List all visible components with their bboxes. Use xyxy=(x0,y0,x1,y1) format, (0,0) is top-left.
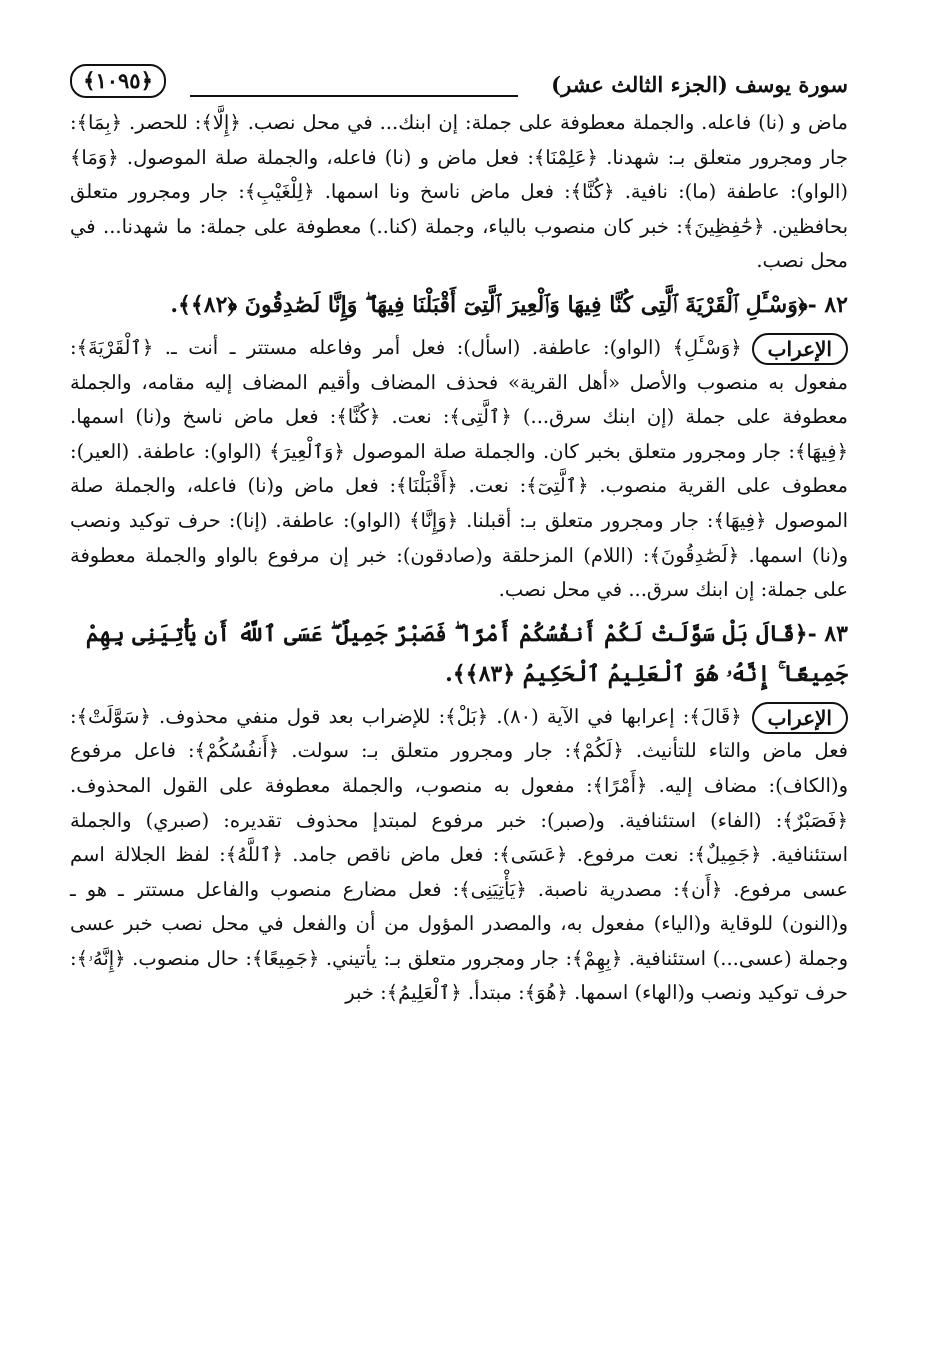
irab-badge: الإعراب xyxy=(752,702,848,734)
running-head: سورة يوسف (الجزء الثالث عشر) xyxy=(551,72,848,97)
header-rule xyxy=(190,95,518,97)
irab-section-82 xyxy=(70,331,848,608)
paragraph-2: ﴿وَسْـَٔلِ﴾ (الواو): عاطفة. (اسأل): فعل أمر وفاعله مستتر ـ أنت ـ. ﴿ٱلْقَرْيَةَ﴾: مفعول به منصوب والأصل «أهل القرية» فحذف المضاف وأقيم المضاف إليه مقامه، والجملة معطوفة على جملة (إن ابنك سرق...) ﴿ٱلَّتِى﴾: نعت. ﴿كُنَّا﴾: فعل ماض ناسخ و(نا) اسمها. ﴿فِيهَا﴾: جار ومجرور متعلق بخبر كان. والجملة صلة الموصول ﴿وَٱلْعِيرَ﴾ (الواو): عاطفة. (العير): معطوف على القرية منصوب. ﴿ٱلَّتِىٓ﴾: نعت. ﴿أَقْبَلْنَا﴾: فعل ماض و(نا) فاعله، والجملة صلة الموصول ﴿فِيهَا﴾: جار ومجرور متعلق بـ: أقبلنا. ﴿وَإِنَّا﴾ (الواو): عاطفة. (إنا): حرف توكيد ونصب و(نا) اسمها. ﴿لَصَٰدِقُونَ﴾: (اللام) المزحلقة و(صادقون): خبر إن مرفوع بالواو والجملة معطوفة على جملة: إن ابنك سرق... في محل نصب. xyxy=(70,335,848,602)
irab-section-83 xyxy=(70,700,848,1011)
paragraph-1: ماض و (نا) فاعله. والجملة معطوفة على جملة: إن ابنك... في محل نصب. ﴿إِلَّا﴾: للحصر. ﴿بِمَا﴾: جار ومجرور متعلق بـ: شهدنا. ﴿عَلِمْنَا﴾: فعل ماض و (نا) فاعله، والجملة صلة الموصول. ﴿وَمَا﴾ (الواو): عاطفة (ما): نافية. ﴿كُنَّا﴾: فعل ماض ناسخ ونا اسمها. ﴿لِلْغَيْبِ﴾: جار ومجرور متعلق بحافظين. ﴿حَٰفِظِينَ﴾: خبر كان منصوب بالياء، وجملة (كنا..) معطوفة على جملة: ما شهدنا... في محل نصب. xyxy=(70,111,848,273)
page-header xyxy=(70,58,848,106)
irab-badge: الإعراب xyxy=(752,333,848,365)
verse-83: ٨٣ -﴿قَالَ بَلْ سَوَّلَتْ لَكُمْ أَنفُسُكُمْ أَمْرًا ۖ فَصَبْرٌ جَمِيلٌ ۖ عَسَى ٱللَّهُ أَن يَأْتِيَنِى بِهِمْ جَمِيعًا ۚ إِنَّهُۥ هُوَ ٱلْعَلِيمُ ٱلْحَكِيمُ ﴿٨٣﴾﴾. xyxy=(85,620,848,687)
verse-82: ٨٢ -﴿وَسْـَٔلِ ٱلْقَرْيَةَ ٱلَّتِى كُنَّا فِيهَا وَٱلْعِيرَ ٱلَّتِىٓ أَقْبَلْنَا فِيهَا ۖ وَإِنَّا لَصَٰدِقُونَ ﴿٨٢﴾﴾. xyxy=(170,291,848,318)
page xyxy=(70,58,848,1011)
paragraph-3: ﴿قَالَ﴾: إعرابها في الآية (٨٠). ﴿بَلْ﴾: للإضراب بعد قول منفي محذوف. ﴿سَوَّلَتْ﴾: فعل ماض والتاء للتأنيث. ﴿لَكُمْ﴾: جار ومجرور متعلق بـ: سولت. ﴿أَنفُسُكُمْ﴾: فاعل مرفوع و(الكاف): مضاف إليه. ﴿أَمْرًا﴾: مفعول به منصوب، والجملة معطوفة على القول المحذوف. ﴿فَصَبْرٌ﴾: (الفاء) استئنافية. و(صبر): خبر مرفوع لمبتدإ محذوف تقديره: (صبري) والجملة استئنافية. ﴿جَمِيلٌ﴾: نعت مرفوع. ﴿عَسَى﴾: فعل ماض ناقص جامد. ﴿ٱللَّهُ﴾: لفظ الجلالة اسم عسى مرفوع. ﴿أَن﴾: مصدرية ناصبة. ﴿يَأْتِيَنِى﴾: فعل مضارع منصوب والفاعل مستتر ـ هو ـ و(النون) للوقاية و(الياء) مفعول به، والمصدر المؤول من أن والفعل في محل نصب خبر عسى وجملة (عسى...) استئنافية. ﴿بِهِمْ﴾: جار ومجرور متعلق بـ: يأتيني. ﴿جَمِيعًا﴾: حال منصوب. ﴿إِنَّهُۥ﴾: حرف توكيد ونصب و(الهاء) اسمها. ﴿هُوَ﴾: مبتدأ. ﴿ٱلْعَلِيمُ﴾: خبر xyxy=(70,704,848,1005)
page-number: ﴿١٠٩٥﴾ xyxy=(70,64,166,98)
